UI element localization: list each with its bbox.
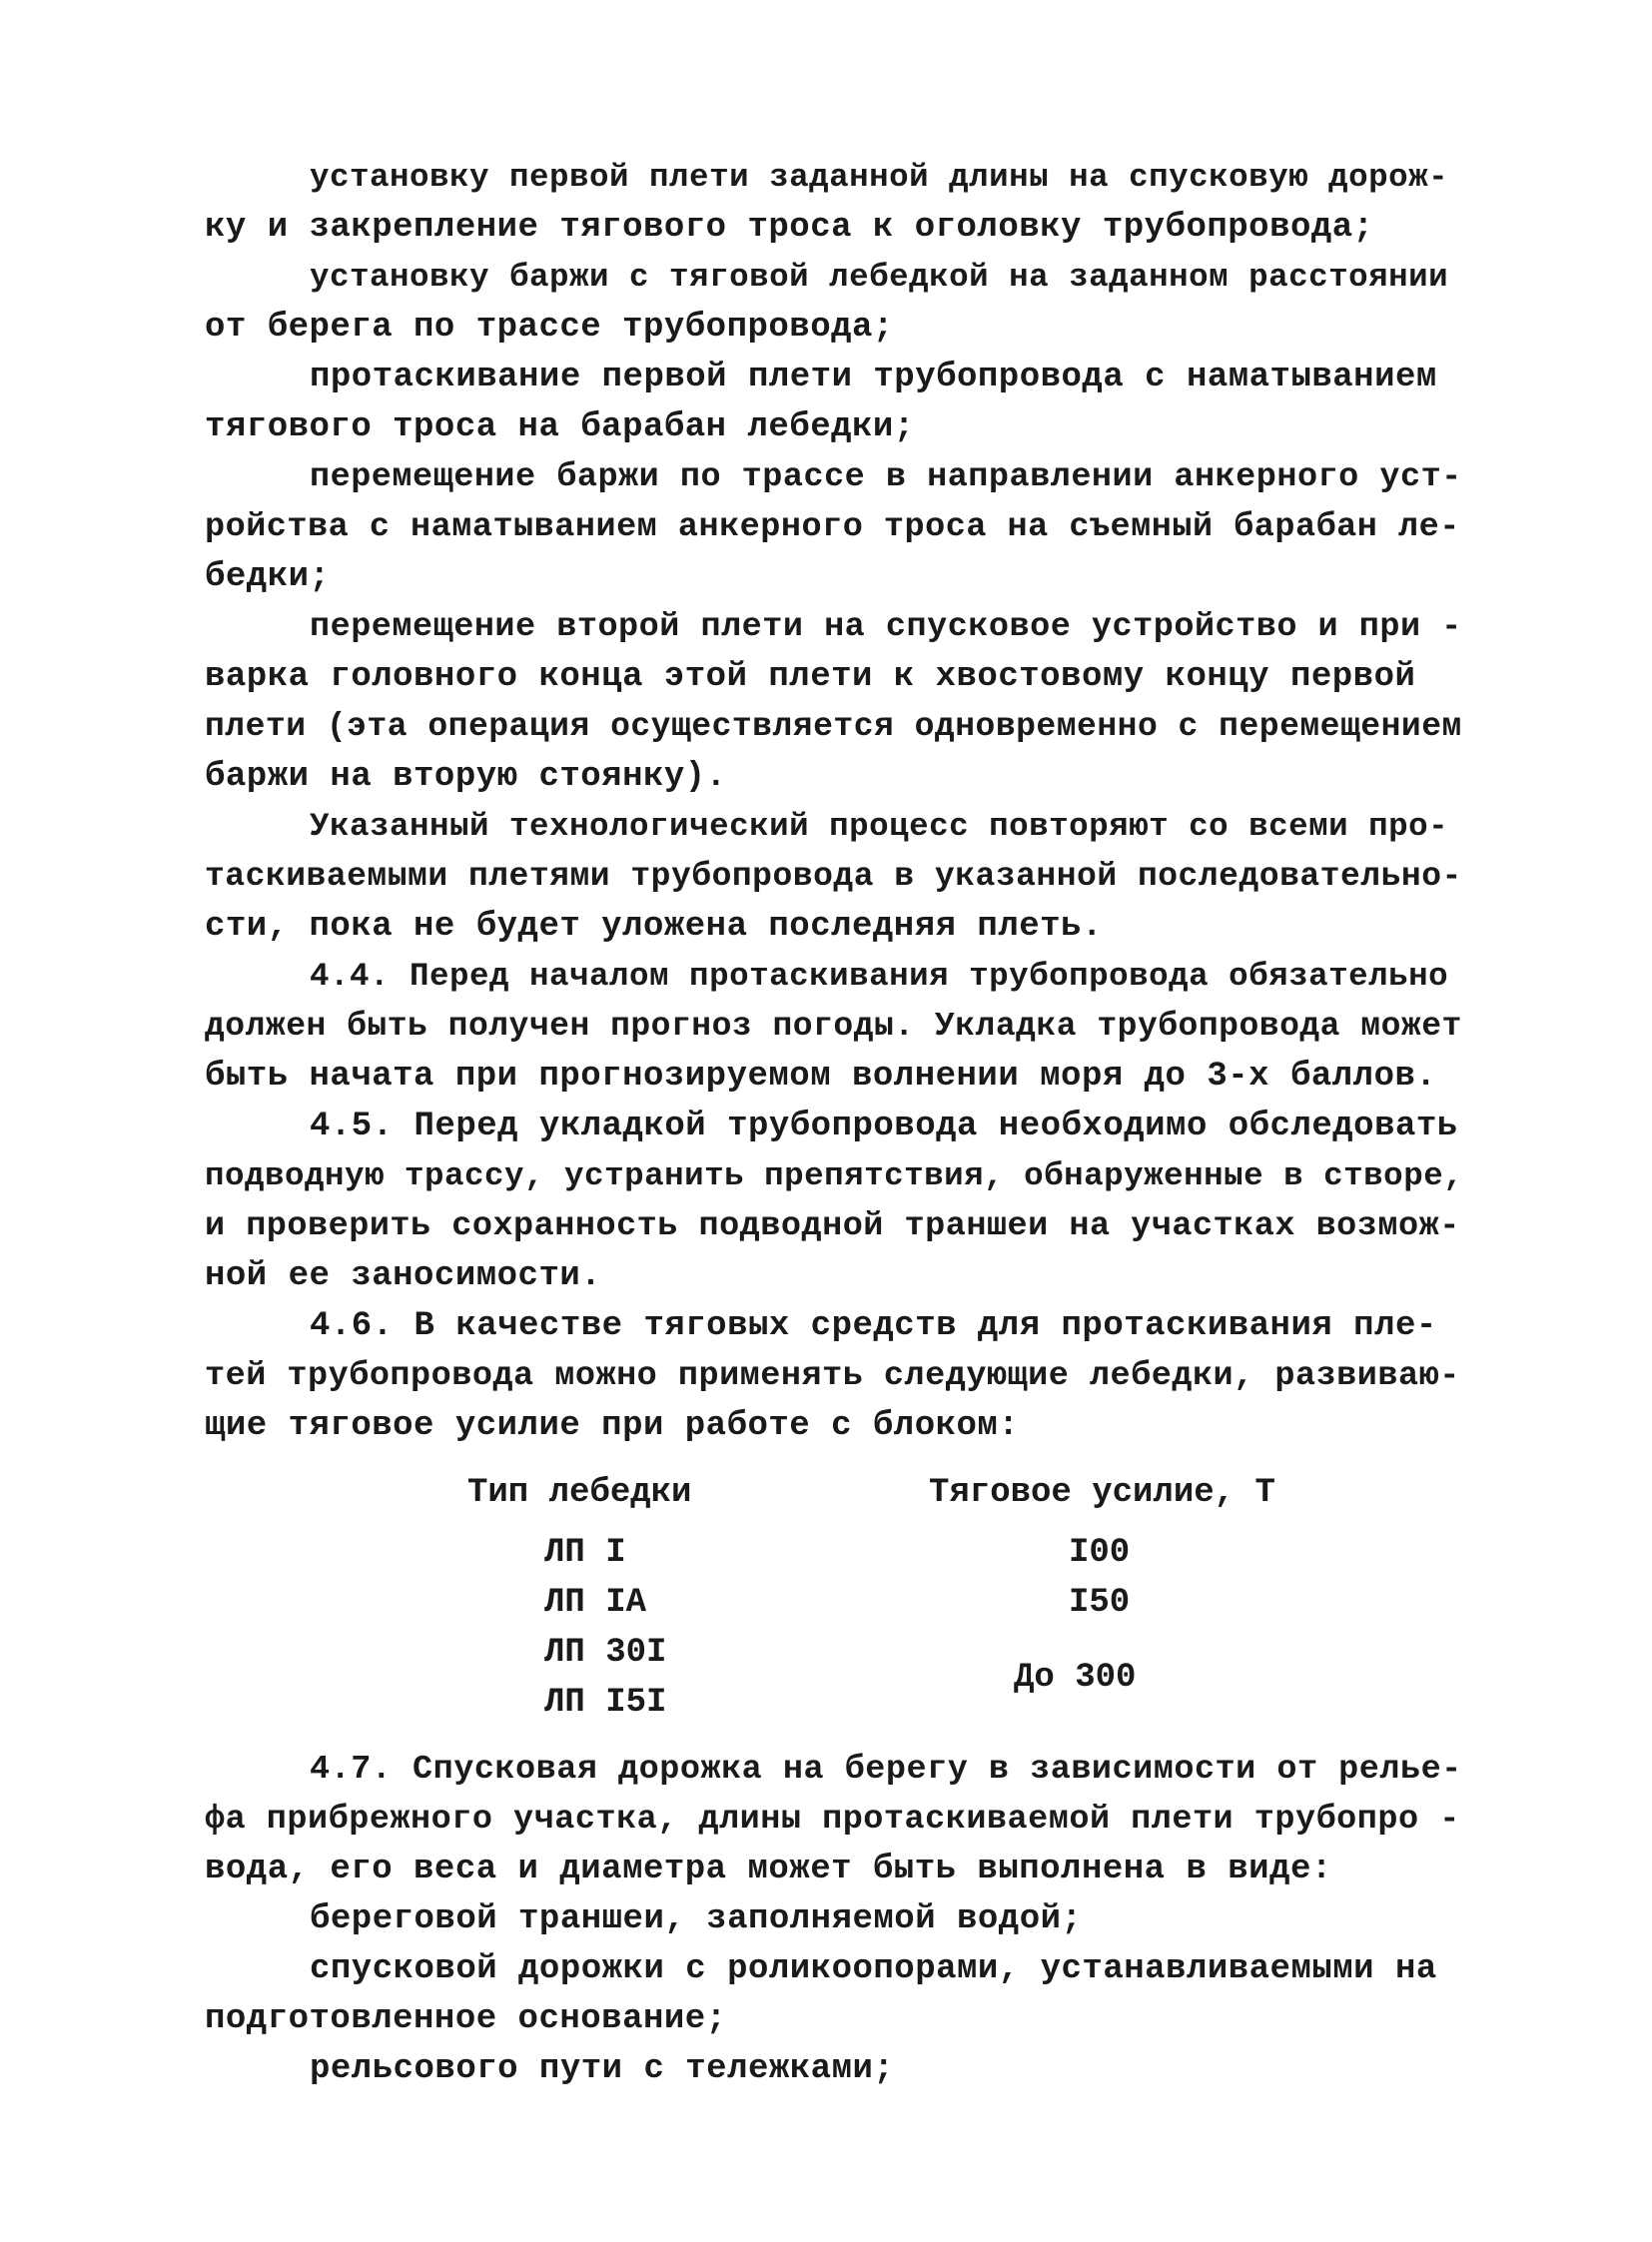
text-line-10: перемещение второй плети на спусковое устройство и при - xyxy=(310,608,1462,646)
text-line-22: и проверить сохранность подводной траншеи на участках возмож- xyxy=(205,1207,1460,1245)
text-line-21: подводную трассу, устранить препятствия, обнаруженные в створе, xyxy=(205,1157,1464,1194)
text-line-5: протаскивание первой плети трубопровода с наматыванием xyxy=(310,359,1437,396)
text-line-19: быть начата при прогнозируемом волнении моря до 3-х баллов. xyxy=(205,1058,1437,1096)
text-line-23: ной ее заносимости. xyxy=(205,1257,602,1295)
text-line-7: перемещение баржи по трассе в направлении анкерного уст- xyxy=(310,458,1462,496)
text-line-16: сти, пока не будет уложена последняя плеть. xyxy=(205,908,1103,946)
text-line-3: установку баржи с тяговой лебедкой на заданном расстоянии xyxy=(310,259,1449,296)
text-line-28: фа прибрежного участка, длины протаскиваемой плети трубопро - xyxy=(205,1801,1460,1839)
text-line-11: варка головного конца этой плети к хвостовому концу первой xyxy=(205,658,1416,696)
text-line-30: береговой траншеи, заполняемой водой; xyxy=(310,1900,1083,1938)
text-line-6: тягового троса на барабан лебедки; xyxy=(205,408,915,446)
text-line-31: спусковой дорожки с роликоопорами, устанавливаемыми на xyxy=(310,1950,1437,1988)
text-line-24: 4.6. В качестве тяговых средств для протаскивания пле- xyxy=(310,1307,1437,1345)
text-line-26: щие тяговое усилие при работе с блоком: xyxy=(205,1407,1020,1445)
table-row-1-force: I00 xyxy=(1069,1534,1131,1572)
text-line-20: 4.5. Перед укладкой трубопровода необходимо обследовать xyxy=(310,1108,1458,1145)
table-row-1-type: ЛП I xyxy=(544,1534,626,1572)
text-line-2: ку и закрепление тягового троса к оголовку трубопровода; xyxy=(205,209,1374,247)
text-line-29: вода, его веса и диаметра может быть выполнена в виде: xyxy=(205,1851,1332,1888)
text-line-1: установку первой плети заданной длины на спусковую дорож- xyxy=(310,159,1449,196)
table-row-3-type: ЛП 30I xyxy=(544,1634,667,1672)
table-row-2-type: ЛП IA xyxy=(544,1584,647,1622)
text-line-15: таскиваемыми плетями трубопровода в указанной последовательно- xyxy=(205,858,1462,895)
text-line-4: от берега по трассе трубопровода; xyxy=(205,309,894,347)
text-line-32: подготовленное основание; xyxy=(205,2000,727,2038)
text-line-8: ройства с наматыванием анкерного троса на съемный барабан ле- xyxy=(205,508,1460,546)
table-row-3-force: До 300 xyxy=(1014,1659,1137,1697)
text-line-33: рельсового пути с тележками; xyxy=(310,2050,895,2088)
text-line-12: плети (эта операция осуществляется одновременно с перемещением xyxy=(205,708,1462,745)
table-header-force: Тяговое усилие, Т xyxy=(929,1474,1275,1512)
text-line-9: бедки; xyxy=(205,558,331,596)
text-line-14: Указанный технологический процесс повторяют со всеми про- xyxy=(310,808,1449,845)
text-line-27: 4.7. Спусковая дорожка на берегу в зависимости от релье- xyxy=(310,1751,1462,1789)
table-row-2-force: I50 xyxy=(1069,1584,1131,1622)
table-row-4-type: ЛП I5I xyxy=(544,1684,667,1722)
text-line-13: баржи на вторую стоянку). xyxy=(205,758,727,796)
text-line-18: должен быть получен прогноз погоды. Укладка трубопровода может xyxy=(205,1008,1462,1045)
text-line-25: тей трубопровода можно применять следующие лебедки, развиваю- xyxy=(205,1357,1460,1395)
text-line-17: 4.4. Перед началом протаскивания трубопровода обязательно xyxy=(310,958,1449,995)
table-header-type: Тип лебедки xyxy=(467,1474,692,1512)
